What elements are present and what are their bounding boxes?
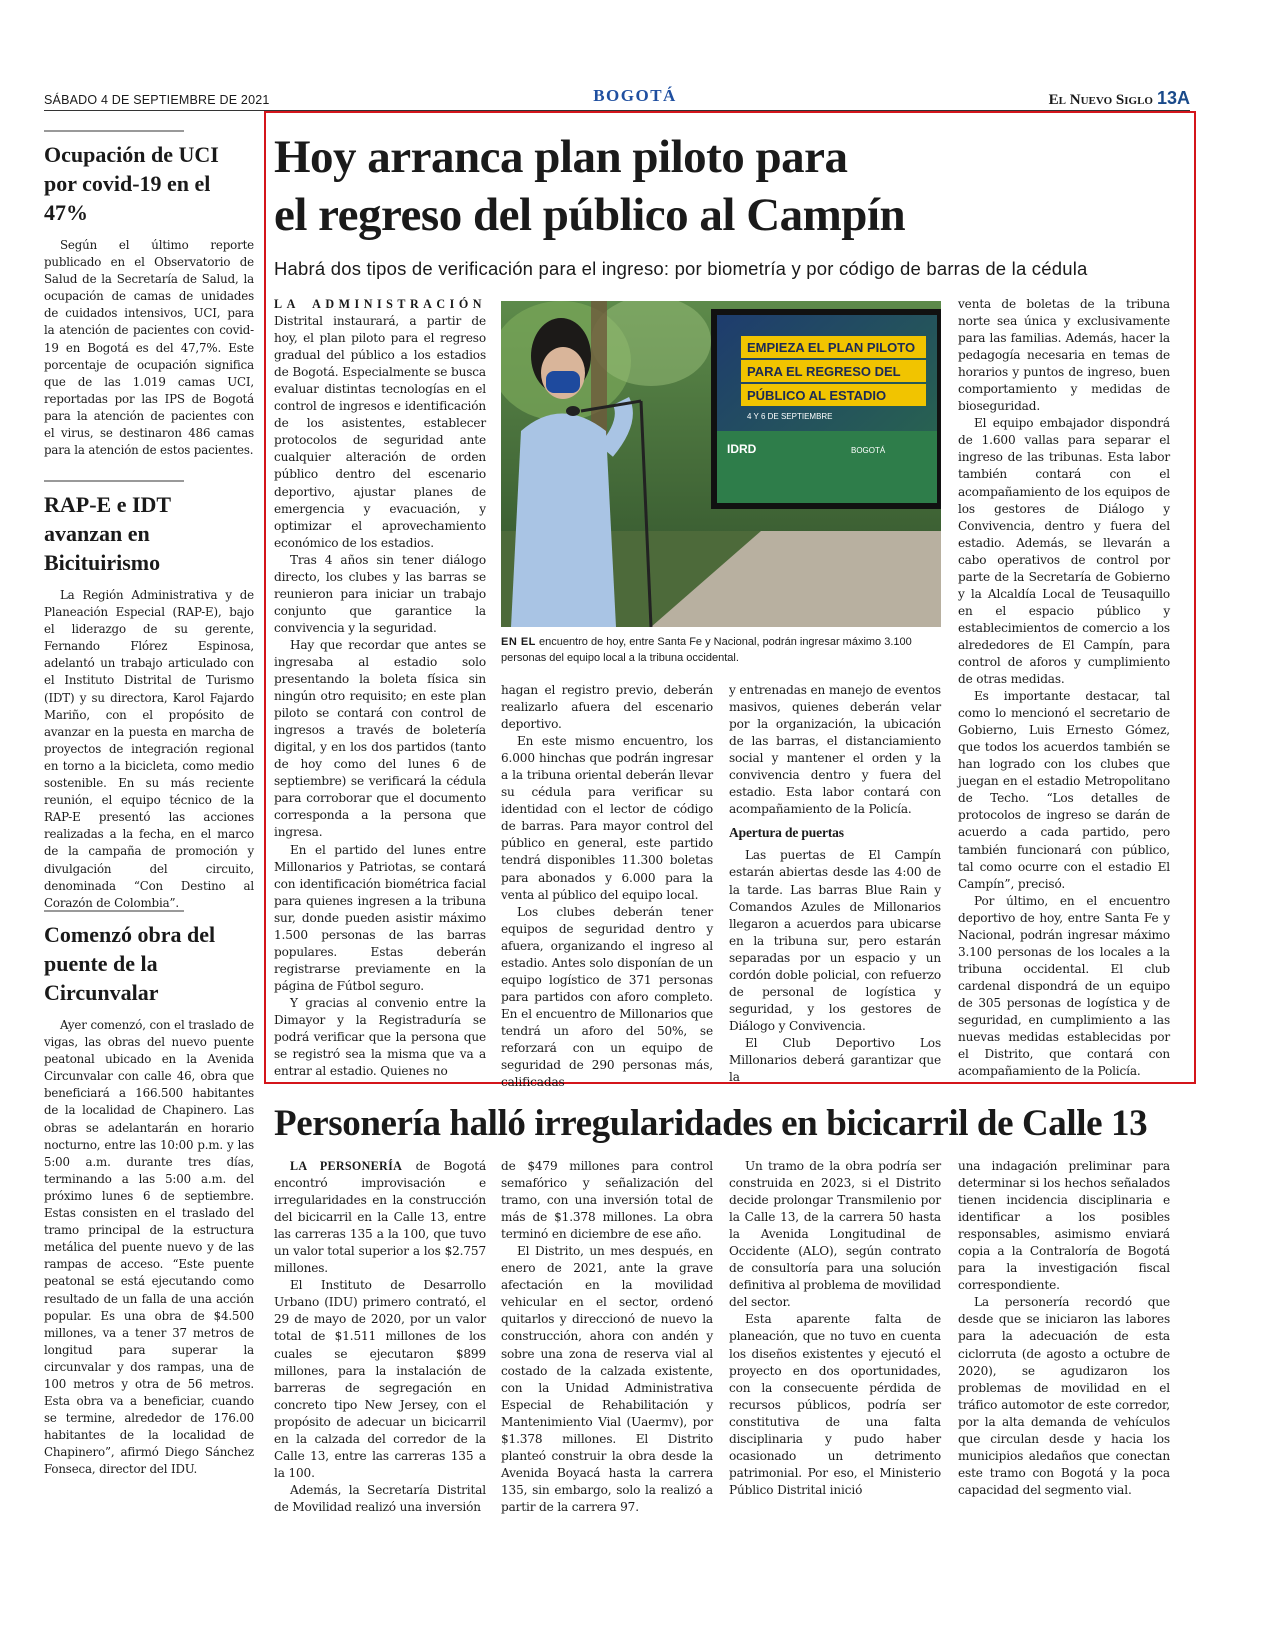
paper-name: El Nuevo Siglo — [1048, 92, 1153, 108]
lead-in: LA ADMINISTRACIÓN — [274, 297, 486, 311]
paragraph: El Distrito, un mes después, en enero de 2021, ante la grave afectación en la movilidad vehicular en el sector, ordenó quitarlos y direccionó de nuevo la construcción, ahora con andén y sobre una zona de reserva vial al costado de la calzada existente, con la Unidad Administrativa Especial de Rehabilitación y Mantenimiento Vial (Uaermv), por $1.378 millones. El Distrito planteó construir la obra desde la Avenida Boyacá hasta la carrera 135, sin embargo, solo la realizó a partir de la carrera 97. — [501, 1244, 713, 1514]
sidebar-story-puente — [44, 910, 254, 1479]
paragraph: venta de boletas de la tribuna norte sea única y exclusivamente para las familias. Además, hacer la pedagogía necesaria en temas de horarios y puntos de ingreso, buen comportamiento y medidas de bioseguridad. — [958, 297, 1170, 414]
paragraph-text: Distrital instaurará, a partir de hoy, el plan piloto para el regreso gradual del público a los estadios de Bogotá. Especialmente se busca evaluar distintas tecnologías en el control de ingresos e identificación de los asistentes, establecer protocolos de seguridad ante cualquier alteración de orden público dentro del escenario deportivo, ajustar planes de emergencia y evacuación, y optimizar el aprovechamiento económico de los estadios. — [274, 314, 486, 550]
paragraph: Por último, en el encuentro deportivo de hoy, entre Santa Fe y Nacional, podrán ingresar máximo 3.100 personas de los locales a la tribuna occidental. El club cardenal dispondrá de un equipo de 305 personas de logística y de seguridad, en cumplimiento a las nuevas medidas establecidas por el Distrito, que contará con acompañamiento de la Policía. — [958, 893, 1170, 1079]
sidebar-story-uci — [44, 130, 254, 459]
paragraph: El equipo embajador dispondrá de 1.600 vallas para separar el ingreso de las tribunas. Esta labor también contará con el acompañamiento de los equipos de los gestores de Diálogo y Convivencia, dentro y fuera del estadio. Además, se llevarán a cabo operativos de control por parte de la Secretaría de Gobierno y la Alcaldía Local de Teusaquillo en el espacio público y establecimientos de comercio a los alrededores de El Campín, para control de aforos y cumplimiento de otras medidas. — [958, 416, 1170, 687]
screen-logo-bogota: BOGOTÁ — [851, 446, 886, 455]
caption-text: encuentro de hoy, entre Santa Fe y Nacional, podrán ingresar máximo 3.100 personas del equipo local a la tribuna occidental. — [501, 636, 912, 664]
page-number: 13A — [1156, 88, 1190, 108]
sidebar-story-title: Comenzó obra del puente de la Circunvalar — [44, 922, 216, 1005]
masthead — [1049, 88, 1190, 109]
paragraph: Es importante destacar, tal como lo mencionó el secretario de Gobierno, Luis Ernesto Gómez, que todos los acuerdos también se han logrado con los clubes que juegan en el estadio Metropolitano de Techo. “Los detalles de protocolos de ingreso se darán de acuerdo a cada partido, pero también funcionará con público, tal como ocurre con el estadio El Campín”, precisó. — [958, 689, 1170, 891]
paragraph: Y gracias al convenio entre la Dimayor y la Registraduría se podrá verificar que la persona que se registró sea la misma que va a entrar al estadio. Quienes no — [274, 995, 486, 1079]
paragraph: Además, la Secretaría Distrital de Movilidad realizó una inversión — [274, 1482, 486, 1514]
second-col-4 — [958, 1158, 1170, 1499]
paragraph: Un tramo de la obra podría ser construida en 2023, si el Distrito decide prolongar Transmilenio por la Calle 13, de la carrera 50 hasta la Avenida Longitudinal de Occidente (ALO), según contrato de consultoría para una solución definitiva al problema de movilidad del sector. — [729, 1159, 941, 1310]
paragraph-text: de Bogotá encontró improvisación e irregularidades en la construcción del bicicarril en la Calle 13, entre las carreras 135 a la 100, que tuvo un valor total superior a los $2.757 millones. — [274, 1159, 487, 1276]
screen-text-1: EMPIEZA EL PLAN PILOTO — [747, 340, 916, 355]
second-col-1 — [274, 1158, 486, 1516]
caption-lead: EN EL — [501, 636, 536, 648]
second-col-2 — [501, 1158, 713, 1516]
paragraph: En el partido del lunes entre Millonarios y Patriotas, se contará con identificación biométrica facial para quienes ingresen a la tribuna sur, donde pueden asistir máximo 1.500 personas de las barras populares. Estas deberán registrarse previamente en la página de Fútbol seguro. — [274, 842, 486, 993]
photo-illustration — [501, 301, 941, 627]
main-subheadline: Habrá dos tipos de verificación para el ingreso: por biometría y por código de barras de la cédula — [274, 258, 1088, 279]
paragraph — [274, 1158, 486, 1277]
sidebar-story-body: Según el último reporte publicado en el Observatorio de Salud de la Secretaría de Salud, la ocupación de camas de unidades de cuidados intensivos, UCI, para la atención de pacientes con covid-19 en Bogotá es del 47,7%. Este porcentaje de ocupación significa que de las 1.019 camas UCI, reportadas por las IPS de Bogotá para la atención de pacientes con el virus, se destinaron 486 camas para la atención de estos pacientes. — [44, 238, 254, 458]
paragraph: El Club Deportivo Los Millonarios deberá garantizar que la — [729, 1035, 941, 1085]
paragraph: La personería recordó que desde que se iniciaron las labores para la adecuación de esta ciclorruta (de agosto a octubre de 2020), se agudizaron los problemas de movilidad en el tráfico automotor de este corredor, por la alta demanda de vehículos que circulan desde y hacia los municipios aledaños que conectan este tramo con Bogotá y la poca capacidad del segmento vial. — [958, 1295, 1170, 1497]
issue-date: SÁBADO 4 DE SEPTIEMBRE DE 2021 — [44, 93, 270, 107]
paragraph: una indagación preliminar para determinar si los hechos señalados tienen incidencia disciplinaria e identificar a los posibles responsables, asimismo enviará copia a la Contraloría de Bogotá para la investigación fiscal correspondiente. — [958, 1159, 1170, 1293]
second-headline: Personería halló irregularidades en bicicarril de Calle 13 — [274, 1103, 1148, 1144]
divider — [44, 130, 184, 132]
paragraph: Esta aparente falta de planeación, que no tuvo en cuenta los diseños existentes y ejecutó el proyecto en dos oportunidades, con la consecuente pérdida de recursos públicos, podría ser constitutiva de una falta disciplinaria y pudo haber ocasionado un detrimento patrimonial. Por eso, el Ministerio Público Distrital inició — [729, 1312, 941, 1497]
sidebar-story-title: RAP-E e IDT avanzan en Bicituirismo — [44, 492, 171, 575]
news-photo — [501, 301, 941, 627]
screen-text-2: PARA EL REGRESO DEL — [747, 364, 901, 379]
subhead: Apertura de puertas — [729, 825, 844, 841]
lead-in: LA PERSONERÍA — [290, 1159, 403, 1173]
screen-date: 4 Y 6 DE SEPTIEMBRE — [747, 412, 833, 421]
paragraph — [274, 296, 486, 552]
sidebar-story-body: Ayer comenzó, con el traslado de vigas, las obras del nuevo puente peatonal ubicado en la Avenida Circunvalar con calle 46, obra que beneficiará a 166.500 habitantes de la localidad de Chapinero. Las obras se adelantarán en horario nocturno, entre las 10:00 p.m. y las 5:00 a.m. durante tres días, terminando a las 5:00 a.m. del próximo lunes 6 de septiembre. Estas consisten en el traslado del tramo principal de la estructura metálica del puente nuevo y de las rampas de acceso. “Este puente peatonal se está ejecutando como resultado de un falla de una acción popular. Es una obra de $4.500 millones, va a tener 37 metros de longitud para superar la circunvalar y dos rampas, una de 100 metros y otra de 56 metros. Esta obra va a beneficiar, cuando se termine, alrededor de 176.00 habitantes de la localidad de Chapinero”, afirmó Diego Sánchez Fonseca, director del IDU. — [44, 1018, 254, 1477]
paragraph: Hay que recordar que antes se ingresaba al estadio solo presentando la boleta física sin ningún otro requisito; en este plan piloto se contará con control de ingresos a través de boletería digital, y en los dos partidos (tanto de hoy como del lunes 6 de septiembre) se verificará la cédula para corroborar que el documento corresponda a la persona que ingresa. — [274, 637, 486, 840]
paragraph: hagan el registro previo, deberán realizarlo afuera del escenario deportivo. — [501, 683, 713, 732]
sidebar-story-body: La Región Administrativa y de Planeación Especial (RAP-E), bajo el liderazgo de su gerente, Fernando Flórez Espinosa, adelantó un trabajo articulado con el Instituto Distrital de Turismo (IDT) y su directora, Karol Fajardo Mariño, con el propósito de avanzar en la puesta en marcha de proyectos de integración regional en torno a la bicicleta, como medio sostenible. En su más reciente reunión, el equipo técnico de la RAP-E presentó las acciones realizadas a la fecha, en el marco de la campaña de promoción y divulgación del circuito, denominada “Con Destino al Corazón de Colombia”. — [44, 588, 254, 910]
paragraph: Las puertas de El Campín estarán abiertas desde las 4:00 de la tarde. Las barras Blue Rain y Comandos Azules de Millonarios llegaron a acuerdos para ubicarse en la tribuna sur, pero estarán separadas por un espacio y un cordón doble policial, con refuerzo de personal de logística y seguridad, y los gestores de Diálogo y Convivencia. — [729, 848, 941, 1033]
paragraph: y entrenadas en manejo de eventos masivos, quienes deberán velar por la organización, la ubicación de las barras, el distanciamiento social y mantener el orden y la convivencia dentro y fuera del estadio. Esta labor contará con acompañamiento de la Policía. — [729, 683, 941, 817]
headline-line-2: el regreso del público al Campín — [274, 189, 906, 241]
main-col-1 — [274, 296, 486, 1080]
main-headline — [274, 128, 1174, 244]
main-col-4 — [958, 296, 1170, 1080]
divider — [44, 910, 184, 912]
paragraph: El Instituto de Desarrollo Urbano (IDU) primero contrató, el 29 de mayo de 2020, por un valor total de $1.511 millones de los cuales se ejecutaron $899 millones, para la instalación de barreras de segregación en concreto tipo New Jersey, con el propósito de adecuar un bicicarril en la calzada del corredor de la Calle 13, entre las carreras 135 a la 100. — [274, 1278, 486, 1480]
paragraph: En este mismo encuentro, los 6.000 hinchas que podrán ingresar a la tribuna oriental deberán llevar su cédula para verificar su identidad con el lector de código de barras. Para mayor control del público en general, este partido tendrá disponibles 11.300 boletas para abonados y 6.000 para la venta al público del equipo local. — [501, 734, 713, 902]
second-col-3 — [729, 1158, 941, 1499]
divider — [44, 480, 184, 482]
screen-text-3: PÚBLICO AL ESTADIO — [747, 388, 887, 403]
screen-logo-idrd: IDRD — [727, 442, 757, 456]
headline-line-1: Hoy arranca plan piloto para — [274, 131, 848, 183]
main-col-3 — [729, 682, 941, 1086]
section-name: BOGOTÁ — [593, 86, 677, 105]
paragraph: de $479 millones para control semafórico y señalización del tramo, con una inversión total de más de $1.378 millones. La obra terminó en diciembre de ese año. — [501, 1159, 713, 1242]
sidebar-story-rape — [44, 480, 254, 912]
paragraph: Tras 4 años sin tener diálogo directo, los clubes y las barras se reunieron para iniciar un trabajo conjunto que garantice la convivencia y la seguridad. — [274, 552, 486, 635]
paragraph: Los clubes deberán tener equipos de seguridad dentro y afuera, organizando el ingreso al estadio. Antes solo disponían de un equipo logístico de 371 personas para partidos con aforo completo. En el encuentro de Millonarios que tendrá un aforo del 50%, se reforzará con un equipo de seguridad de 290 personas más, calificadas — [501, 904, 713, 1090]
main-col-2 — [501, 682, 713, 1091]
sidebar-story-title: Ocupación de UCI por covid-19 en el 47% — [44, 142, 219, 225]
photo-caption — [501, 634, 941, 666]
